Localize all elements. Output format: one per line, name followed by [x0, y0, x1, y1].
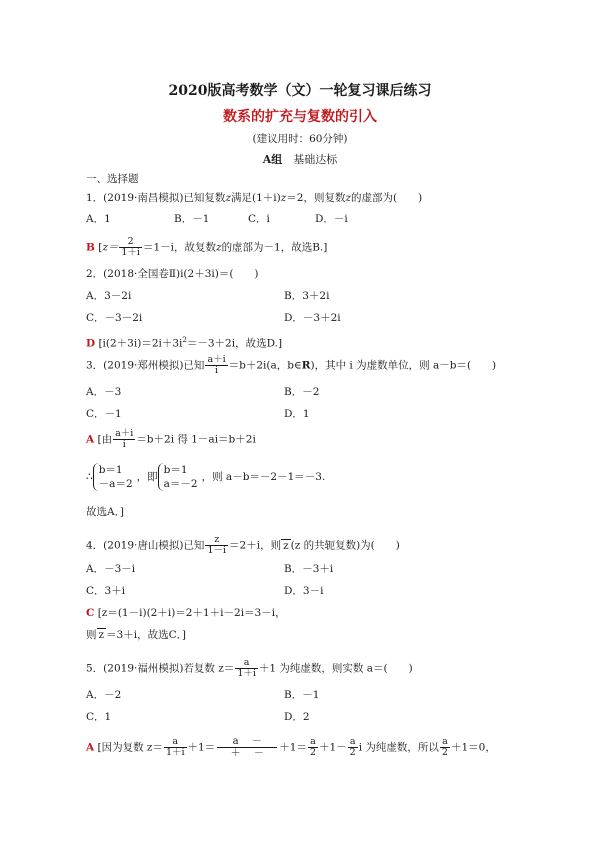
q2-option-a: A．3－2i	[86, 290, 132, 302]
q2-sol-part: ＝－3＋2i，故选D.]	[186, 337, 283, 350]
q5-sol-part: [因为复数 z＝	[97, 741, 163, 754]
group-name: 基础达标	[293, 153, 338, 166]
q5-solution	[86, 736, 496, 759]
q1-stem-part: 的虚部为( )	[351, 192, 423, 204]
q1-sol-part: [	[98, 241, 103, 254]
q4-stem-part: (z 的共轭复数)为( )	[290, 539, 400, 552]
q5-option-d: D．2	[284, 711, 310, 723]
fraction-denominator: 1＋i	[237, 668, 256, 679]
q1-stem-part: 满足(1＋i)	[230, 192, 281, 204]
q1-answer: B	[86, 241, 95, 254]
q2-answer: D	[86, 337, 96, 350]
q5-stem	[86, 658, 413, 679]
q5-sol-fraction	[164, 737, 187, 758]
q3-stem	[86, 355, 496, 376]
q3-stem-part: )，其中 i 为虚数单位，则 a－b＝( )	[310, 359, 497, 372]
q4-option-a: A．－3－i	[86, 563, 136, 575]
fraction-denominator: i	[122, 439, 126, 450]
q2-option-b: B．3＋2i	[284, 290, 330, 302]
q2-option-d: D．－3＋2i	[284, 312, 341, 324]
group-letter: A组	[262, 153, 283, 166]
q3-sol-part: [由	[97, 433, 113, 446]
q3-option-b: B．－2	[284, 386, 320, 398]
fraction-denominator: ＋ －	[230, 748, 264, 759]
fraction-denominator: 1－i	[207, 545, 227, 556]
q5-sol-part: ＋1＝	[187, 741, 216, 754]
q5-fraction-4	[440, 737, 450, 758]
fraction-numerator: a －	[217, 736, 277, 748]
conjugate-z: z	[98, 629, 105, 641]
q4-sol-part: 则	[86, 629, 97, 641]
fraction-numerator: a	[235, 658, 258, 669]
q1-option-b: B．－1	[174, 213, 210, 225]
q1-stem	[86, 191, 422, 205]
equation-system-2	[158, 463, 202, 491]
fraction-denominator: i	[215, 365, 219, 376]
q1-stem-part: ＝2，则复数	[286, 192, 346, 204]
q1-var: z	[225, 192, 231, 204]
system-row: b＝1	[98, 464, 123, 476]
q4-sol-part: [z＝(1－i)(2＋i)＝2＋1＋i－2i＝3－i，	[97, 607, 286, 619]
q3-stem-part: ＝b＋2i(a，b∈	[228, 359, 302, 372]
q1-option-c: C．i	[248, 213, 270, 225]
q4-sol-part: ＝3＋i，故选C．]	[106, 629, 186, 641]
q3-option-c: C．－1	[86, 408, 122, 420]
q3-sol-part: ，即	[136, 471, 158, 483]
q1-fraction	[119, 237, 142, 258]
q2-option-c: C．－3－2i	[86, 312, 143, 324]
fraction-numerator: a	[308, 737, 318, 748]
fraction-numerator: a	[348, 737, 358, 748]
q1-option-a: A．1	[86, 213, 111, 225]
q2-sol-exponent: 2	[182, 336, 187, 344]
q5-fraction-3	[348, 737, 358, 758]
q5-broken-fraction	[217, 736, 277, 759]
q3-solution-line3: 故选A．]	[86, 506, 124, 518]
system-row: b＝1	[163, 464, 188, 476]
time-note: (建议用时：60分钟)	[252, 133, 348, 145]
q3-real-set: R	[301, 359, 311, 372]
q4-option-c: C．3＋i	[86, 585, 126, 597]
q3-stem-part: 3．(2019·郑州模拟)已知	[86, 359, 205, 372]
q5-answer: A	[86, 741, 95, 754]
q4-solution-line2	[86, 628, 186, 642]
q5-sol-part: ＋1－	[318, 741, 347, 754]
q1-sol-part: z＝	[102, 241, 119, 254]
q5-stem-part: 5．(2019·福州模拟)若复数 z＝	[86, 662, 235, 675]
q3-option-d: D．1	[284, 408, 310, 420]
q2-solution	[86, 333, 282, 351]
q4-solution-line1	[86, 606, 286, 620]
q1-stem-part: 1．(2019·南昌模拟)已知复数	[86, 192, 226, 204]
fraction-numerator: a＋i	[115, 428, 134, 439]
document-title: 2020版高考数学（文）一轮复习课后练习	[168, 83, 432, 99]
q1-solution	[86, 237, 327, 258]
q5-stem-part: ＋1 为纯虚数，则实数 a＝( )	[258, 662, 413, 675]
q4-option-b: B．－3＋i	[284, 563, 334, 575]
fraction-denominator: 1＋i	[121, 247, 140, 258]
therefore-symbol: ∴	[86, 471, 93, 483]
q2-sol-part: [i(2＋3i)＝2i＋3i	[98, 337, 183, 350]
fraction-denominator: 2	[441, 747, 448, 758]
fraction-numerator: a	[440, 737, 450, 748]
q3-answer: A	[86, 433, 95, 446]
q3-solution-line1	[86, 429, 256, 450]
q3-option-a: A．－3	[86, 386, 122, 398]
system-row: a＝－2	[163, 478, 198, 490]
q5-sol-part: i 为纯虚数，所以	[358, 741, 439, 754]
q5-fraction-2	[308, 737, 318, 758]
fraction-numerator: 2	[119, 237, 142, 248]
system-row: －a＝2	[98, 478, 133, 490]
q3-sol-part: ＝b＋2i 得 1－ai＝b＋2i	[136, 433, 256, 446]
q5-sol-part: ＋1＝0，	[450, 741, 496, 754]
q3-sol-part: ，则 a－b＝－2－1＝－3.	[201, 471, 326, 483]
q1-option-d: D．－i	[315, 213, 348, 225]
section-heading: 一、选择题	[86, 173, 139, 185]
group-heading	[0, 151, 600, 167]
fraction-numerator: a＋i	[207, 354, 226, 365]
q2-stem: 2．(2018·全国卷Ⅱ)i(2＋3i)＝( )	[86, 268, 259, 280]
q5-option-c: C．1	[86, 711, 112, 723]
q1-sol-part: 的虚部为－1，故选B.]	[221, 241, 328, 254]
fraction-numerator: z	[205, 535, 228, 546]
q1-sol-part: z	[216, 241, 222, 254]
fraction-denominator: 2	[349, 747, 356, 758]
fraction-numerator: a	[164, 737, 187, 748]
q4-answer: C	[86, 607, 95, 619]
chapter-subtitle: 数系的扩充与复数的引入	[223, 109, 377, 125]
q4-stem-part: ＝2＋i，则	[229, 539, 282, 552]
equation-system-1	[93, 463, 137, 491]
q5-sol-part: ＋1＝	[279, 741, 307, 754]
q3-sol-fraction	[113, 429, 135, 450]
q3-solution-line2	[86, 463, 325, 491]
q4-fraction	[205, 535, 228, 556]
fraction-denominator: 1＋i	[165, 747, 185, 758]
fraction-denominator: 2	[309, 747, 316, 758]
q4-stem	[86, 535, 400, 556]
q4-option-d: D．3－i	[284, 585, 324, 597]
q1-sol-part: ＝1－i，故复数	[142, 241, 217, 254]
q1-var: z	[345, 192, 351, 204]
q1-var: z	[280, 192, 287, 204]
q4-stem-part: 4．(2019·唐山模拟)已知	[86, 539, 205, 552]
q5-option-a: A．－2	[86, 689, 122, 701]
q3-fraction	[205, 355, 227, 376]
q5-fraction	[235, 658, 258, 679]
q5-option-b: B．－1	[284, 689, 320, 701]
conjugate-z: z	[283, 539, 289, 552]
